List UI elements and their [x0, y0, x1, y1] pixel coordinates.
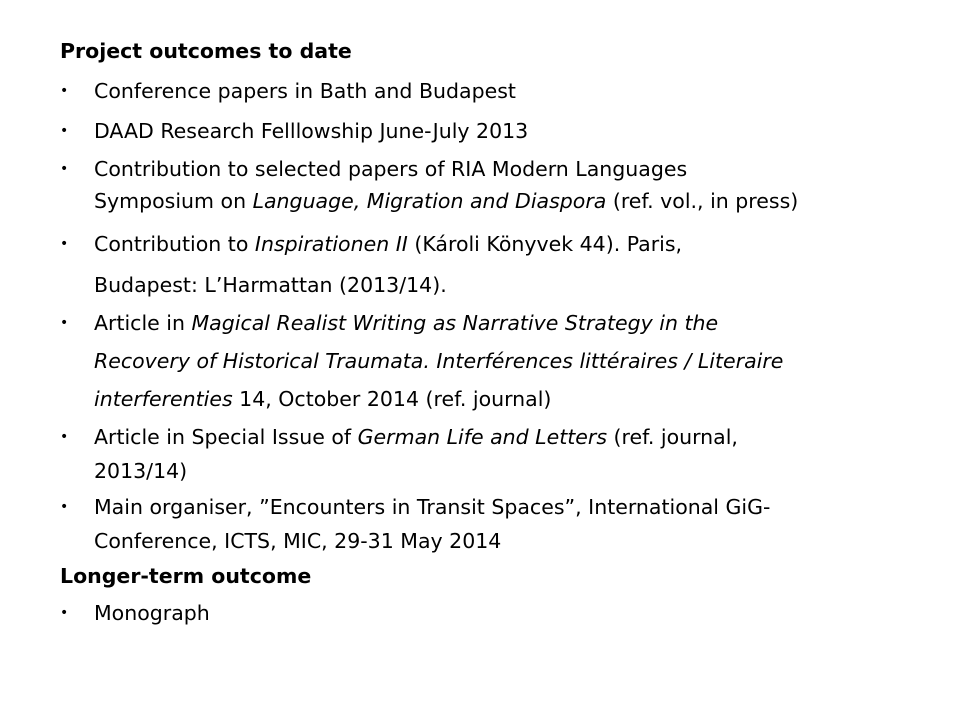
text-run: 14, October 2014 (ref. journal): [232, 387, 552, 411]
italic-title-text: German Life and Letters: [357, 425, 608, 449]
text-run: Contribution to selected papers of RIA Modern Languages: [94, 157, 688, 181]
text-run: (Károli Könyvek 44). Paris,: [407, 232, 683, 256]
italic-title-text: interferenties: [94, 387, 233, 411]
text-run: Symposium on: [94, 189, 253, 213]
bullet-line: [94, 77, 934, 105]
bullet-line: [94, 185, 934, 217]
italic-title-text: Inspirationen II: [254, 232, 408, 256]
italic-title-text: Language, Migration and Diaspora: [252, 189, 607, 213]
text-run: Article in Special Issue of: [94, 425, 358, 449]
text-run: Main organiser, ”Encounters in Transit Spaces”, International GiG-: [94, 495, 771, 519]
bullet-item: [60, 224, 934, 306]
italic-title-text: Magical Realist Writing as Narrative Strategy in the: [191, 311, 719, 335]
bullet-item: [60, 77, 934, 105]
bullet-icon: •: [60, 605, 69, 621]
text-run: DAAD Research Felllowship June-July 2013: [94, 119, 529, 143]
bullet-line: [94, 342, 934, 380]
section-heading: Longer-term outcome: [60, 564, 312, 588]
bullet-line: [94, 524, 934, 558]
bullet-line: [94, 454, 934, 488]
bullet-line: [94, 420, 934, 454]
bullet-line: [94, 599, 934, 627]
bullet-icon: •: [60, 161, 69, 177]
section-heading: Project outcomes to date: [60, 39, 352, 63]
bullet-icon: •: [60, 499, 69, 515]
bullet-item: [60, 304, 934, 418]
bullet-line: [94, 490, 934, 524]
bullet-line: [94, 380, 934, 418]
text-run: 2013/14): [94, 459, 188, 483]
bullet-item: [60, 420, 934, 488]
text-run: Article in: [94, 311, 192, 335]
bullet-line: [94, 265, 934, 306]
italic-title-text: Recovery of Historical Traumata. Interférences littéraires / Literaire: [94, 349, 784, 373]
text-run: (ref. journal,: [607, 425, 738, 449]
bullet-icon: •: [60, 315, 69, 331]
bullet-icon: •: [60, 123, 69, 139]
bullet-item: [60, 117, 934, 145]
bullet-line: [94, 304, 934, 342]
bullet-item: [60, 153, 934, 217]
text-run: Conference papers in Bath and Budapest: [94, 79, 516, 103]
bullet-line: [94, 153, 934, 185]
bullet-icon: •: [60, 429, 69, 445]
bullet-item: [60, 490, 934, 558]
text-run: Budapest: L’Harmattan (2013/14).: [94, 273, 447, 297]
bullet-item: [60, 599, 934, 627]
text-run: Contribution to: [94, 232, 255, 256]
text-run: Conference, ICTS, MIC, 29-31 May 2014: [94, 529, 502, 553]
bullet-icon: •: [60, 83, 69, 99]
bullet-icon: •: [60, 236, 69, 252]
bullet-line: [94, 224, 934, 265]
bullet-line: [94, 117, 934, 145]
text-run: (ref. vol., in press): [606, 189, 799, 213]
text-run: Monograph: [94, 601, 210, 625]
